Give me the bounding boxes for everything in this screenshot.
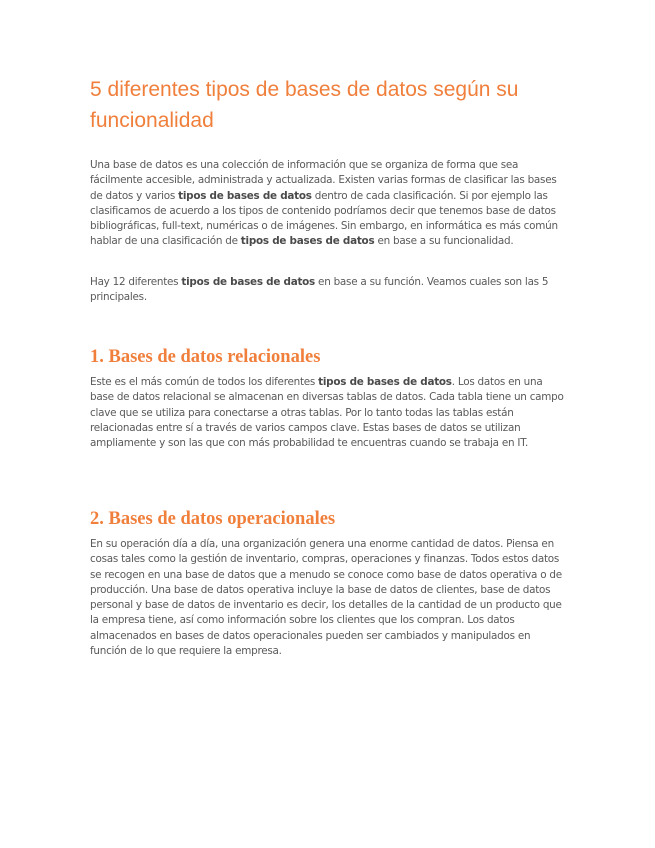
section-heading-operational: 2. Bases de datos operacionales (90, 509, 336, 529)
text-run: en base a su función. Veamos cuales son las 5 principales. (90, 276, 549, 304)
section-paragraph-operational: En su operación día a día, una organización genera una enorme cantidad de datos. Piensa en cosas tales como la gestión de inventario, compras, operaciones y finanzas. Todos estos datos se recogen en una base de datos que a menudo se conoce como base de datos operativa o de producción. Una base de datos operativa incluye la base de datos de clientes, base de datos personal y base de datos de inventario es decir, los detalles de la cantidad de un producto que la empresa tiene, así como información sobre los clientes que los compran. Los datos almacenados en bases de datos operacionales pueden ser cambiados y manipulados en función de lo que requiere la empresa. (90, 538, 562, 658)
text-run: Este es el más común de todos los diferentes (90, 376, 319, 388)
page-title: 5 diferentes tipos de bases de datos según su funcionalidad (90, 78, 519, 132)
section-paragraph-relational (90, 375, 565, 451)
text-run: . Los datos en una base de datos relacional se almacenan en diversas tablas de datos. Cada tabla tiene un campo clave que se utiliza para conectarse a otras tablas. Por lo tanto todas las tablas están relacionadas entre sí a través de varios campos clave. Estas bases de datos se utilizan ampliamente y son las que con más probabilidad te encuentras cuando se trabaja en IT. (90, 376, 564, 450)
summary-paragraph (90, 275, 565, 306)
bold-term: tipos de bases de datos (318, 376, 452, 388)
text-run: en base a su funcionalidad. (374, 235, 514, 248)
bold-term: tipos de bases de datos (178, 189, 312, 202)
bold-term: tipos de bases de datos (240, 235, 375, 248)
intro-paragraph (90, 158, 565, 250)
text-run: Una base de datos es una colección de información que se organiza de forma que sea fácilmente accesible, administrada y actualizada. Existen varias formas de clasificar las bases de datos y varios (90, 159, 557, 202)
text-run: Hay 12 diferentes (90, 276, 182, 288)
section-heading-relational: 1. Bases de datos relacionales (90, 347, 321, 367)
text-run: dentro de cada clasificación. Si por ejemplo las clasificamos de acuerdo a los tipos de contenido podríamos decir que tenemos base de datos bibliográficas, full-text, numéricas o de imágenes. Sin embargo, en informática es más común hablar de una clasificación de (90, 189, 558, 248)
bold-term: tipos de bases de datos (181, 276, 315, 288)
